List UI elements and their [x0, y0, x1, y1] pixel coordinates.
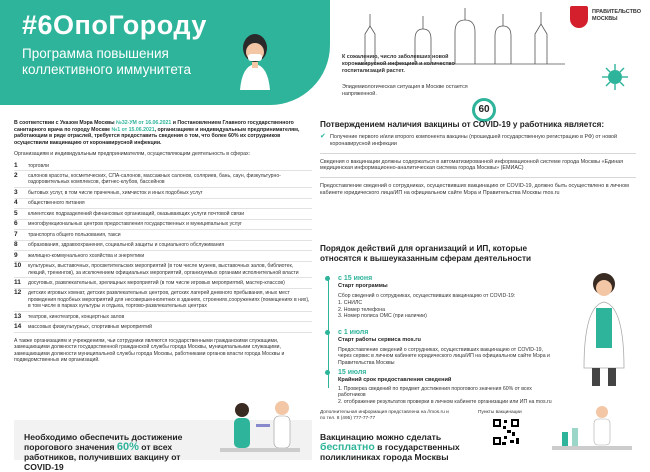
- free-vaccination-text: [320, 432, 485, 462]
- free-highlight: бесплатно: [320, 441, 375, 453]
- hashtag-title: #6ОпоГороду: [22, 10, 207, 40]
- step-date: с 1 июля: [338, 329, 369, 336]
- sector-text: театров, кинотеатров, концертных залов: [28, 313, 125, 320]
- sector-text: общественного питания: [28, 200, 85, 207]
- sector-number: 14: [14, 323, 22, 331]
- decree-text-b: и Постановлением Главного государственного санитарного врача по городу Москве: [14, 120, 294, 133]
- step-service-start: [338, 328, 558, 366]
- step-list-item: 2. Номер телефона: [338, 306, 386, 313]
- sector-item: [14, 278, 312, 288]
- sector-number: 3: [14, 188, 18, 196]
- sector-number: 13: [14, 312, 22, 320]
- step-body: Сбор сведений о сотрудниках, осуществивших вакцинацию от COVID-19:: [338, 293, 516, 299]
- decree-link-sanitary[interactable]: №1 от 15.06.2021: [111, 126, 155, 133]
- vaccination-proof-title: Потверждением наличия вакцины от COVID-19 у работника является:: [320, 120, 605, 129]
- divider: [320, 153, 636, 154]
- sector-text: культурных, выставочных, просветительских мероприятий (в том числе музеев, выставочных залов, библиотек, лекций, тренингов), за исключением официальных мероприятий, организуемых органами исполнительной власти: [28, 263, 299, 276]
- sector-item: [14, 289, 312, 312]
- step-list: [338, 386, 558, 405]
- step-date: с 15 июня: [338, 275, 373, 282]
- sector-number: 10: [14, 262, 22, 270]
- sector-number: 12: [14, 289, 22, 297]
- step-list: [338, 300, 558, 319]
- contact-info: Дополнительная информация представлена на //mos.ru и по тел. 8 (495) 777-77-77: [320, 410, 449, 421]
- decree-text-a: В соответствии с Указом Мэра Москвы: [14, 120, 117, 126]
- decree-text-c: , организациям и индивидуальным предпринимателям, работающим в ряде отраслей, требуется предоставить сведения о том, что более 60% их сотрудников осуществили вакцинацию от коронавирусной инфекции.: [14, 126, 300, 146]
- sector-item: [14, 230, 312, 240]
- sector-text: досуговых, развлекательных, зрелищных мероприятий (в том числе игровых мероприятий, мастер-классов): [28, 280, 285, 286]
- sector-item: [14, 220, 312, 230]
- step-list-item: 3. Номер полиса ОМС (при наличии): [338, 313, 427, 320]
- threshold-banner: [14, 420, 312, 472]
- mosru-paragraph: Предоставление сведений о сотрудниках, осуществивших вакцинацию от COVID-19, должно быть осуществлено в личном кабинете юридического лица/ИП на официальном сайте Мэра и Правительства Москвы mos.ru: [320, 183, 629, 196]
- sector-number: 6: [14, 220, 18, 228]
- emias-paragraph: Сведения о вакцинации должны содержаться в автоматизированной информационной системе города Москвы «Единая медицинская информационно-аналитическая система города Москвы» (ЕМИАС): [320, 158, 624, 172]
- sector-number: 9: [14, 251, 18, 259]
- free-vaccination-banner: [320, 410, 636, 460]
- sector-item: [14, 171, 312, 188]
- sector-number: 2: [14, 172, 18, 180]
- step-list-item: 2. отображение результатов проверки в личном кабинете организации или ИП на mos.ru: [338, 398, 552, 405]
- sector-number: 11: [14, 279, 21, 286]
- decree-paragraph: [14, 120, 312, 146]
- step-deadline: [338, 368, 558, 405]
- sector-text: бытовых услуг, в том числе прачечных, химчисток и иных подобных услуг: [28, 189, 203, 196]
- doctor-illustration: [566, 258, 636, 388]
- step-title: Старт работы сервиса mos.ru: [338, 337, 421, 343]
- sector-text: торговли: [28, 162, 49, 169]
- vaccination-proof-panel: [320, 120, 636, 197]
- sector-item: [14, 161, 312, 171]
- sector-text: жилищно-коммунального хозяйства и энергетики: [28, 252, 145, 259]
- sector-number: 5: [14, 209, 18, 217]
- vaccination-illustration: [210, 394, 310, 460]
- divider: [320, 177, 636, 178]
- affected-sectors-panel: [14, 120, 312, 425]
- threshold-text: [24, 432, 204, 472]
- free-text-a: Вакцинацию можно сделать: [320, 432, 442, 442]
- step-title: Крайний срок предоставления сведений: [338, 377, 452, 383]
- sector-item: [14, 251, 312, 261]
- timeline-dot: [325, 276, 330, 281]
- step-body: Предоставление сведений о сотрудниках, осуществивших вакцинацию от COVID-19, через сервис в личном кабинете юридического лица/ИП на официальном сайте Мэра и Правительства Москвы: [338, 347, 550, 366]
- virus-icon: [600, 62, 630, 92]
- free-text-b: в государственных поликлиниках города Москвы: [320, 442, 460, 462]
- step-list-item: 1. Проверка сведений по предмет достижения порогового значения 60% от всех работников: [338, 386, 532, 399]
- logo-text: [592, 9, 641, 23]
- program-subtitle: Программа повышения коллективного иммунитета: [22, 46, 191, 77]
- sector-item: [14, 209, 312, 219]
- sector-item: [14, 188, 312, 198]
- sector-text: многофункциональных центров предоставления государственных и муниципальных услуг: [28, 221, 242, 228]
- sector-item: [14, 241, 312, 251]
- sector-number: 7: [14, 230, 18, 238]
- sector-item: [14, 262, 312, 279]
- timeline-dot: [325, 370, 330, 375]
- additional-organizations-note: А также организациям и учреждениям, чьи сотрудники являются государственными гражданскими служащими, замещающими должности государственной гражданской службы города Москвы, муниципальными служащими, замещающими должности муниципальной службы города Москвы, работниками органов власти города Москвы и подведомственных им организаций.: [14, 337, 285, 364]
- threshold-percent: 60%: [116, 441, 139, 453]
- sectors-intro: Организациям и индивидуальным предпринимателям, осуществляющим деятельность в сферах:: [14, 151, 251, 158]
- logo-line-1: ПРАВИТЕЛЬСТВО: [592, 9, 642, 15]
- moscow-coat-of-arms-icon: [570, 6, 588, 28]
- proof-bullet: [320, 134, 636, 148]
- sector-text: салонов красоты, косметических, СПА-салонов, массажных салонов, соляриев, бань, саун, физкультурно-оздоровительных комплексов, фитнес-клубов, бассейнов: [28, 173, 281, 186]
- sector-text: массовых физкультурных, спортивных мероприятий: [28, 324, 152, 331]
- step-program-start: [338, 274, 558, 320]
- sector-text: образования, здравоохранения, социальной защиты и социального обслуживания: [28, 242, 225, 249]
- moscow-government-logo[interactable]: [570, 6, 645, 46]
- step-list-item: 1. СНИЛС: [338, 300, 363, 307]
- procedure-panel: [320, 244, 636, 406]
- sector-text: клиентских подразделений финансовых организаций, оказывающих услуги почтовой связи: [28, 210, 245, 217]
- sector-item: [14, 199, 312, 209]
- sector-number: 4: [14, 199, 18, 207]
- decree-link-mayor[interactable]: №32-УМ от 16.06.2021: [116, 120, 172, 126]
- masked-woman-illustration: [232, 30, 278, 90]
- timeline-dot: [325, 330, 330, 335]
- sector-item: [14, 322, 312, 332]
- qr-label: Пункты вакцинации: [478, 410, 522, 415]
- threshold-text-b: от всех работников, получивших вакцину от COVID-19: [24, 442, 181, 472]
- sectors-list: [14, 161, 312, 333]
- header: [0, 0, 650, 115]
- sector-number: 8: [14, 241, 18, 249]
- sector-item: [14, 312, 312, 322]
- step-title: Старт программы: [338, 283, 388, 289]
- sector-number: 1: [14, 161, 18, 169]
- proof-bullet-text: Получение первого и/или второго компонента вакцины (прошедшей государственную регистрацию в РФ) от новой коронавирусной инфекции: [330, 134, 618, 147]
- threshold-text-a: Необходимо обеспечить достижение порогового значения: [24, 432, 183, 452]
- step-date: 15 июля: [338, 369, 367, 376]
- qr-code-icon[interactable]: [492, 418, 520, 446]
- epidemic-alert-normal: Эпидемиологическая ситуация в Москве остается напряженной.: [342, 84, 468, 97]
- sector-text: транспорта общего пользования, такси: [28, 231, 121, 238]
- procedure-title: Порядок действий для организаций и ИП, которые относятся к вышеуказанным сферам деятельности: [320, 244, 531, 263]
- logo-line-2: МОСКВЫ: [592, 16, 618, 22]
- sector-text: детских игровых комнат, детских развлекательных центров, детских лагерей дневного пребывания, иных мест проведения подобных мероприятий для несовершеннолетних в зданиях, строениях,сооружениях (помещениях в них), в том числе в парках культуры и отдыха, торгово-развлекательных центрах: [28, 290, 310, 310]
- epidemic-alert-bold: К сожалению, число заболевших новой коронавирусной инфекцией и количество госпитализаций растет.: [342, 54, 455, 74]
- sixty-percent-sign: 60: [472, 98, 496, 122]
- checkmark-icon: ✔: [320, 133, 326, 140]
- header-banner: [0, 0, 330, 105]
- laboratory-illustration: [552, 402, 632, 460]
